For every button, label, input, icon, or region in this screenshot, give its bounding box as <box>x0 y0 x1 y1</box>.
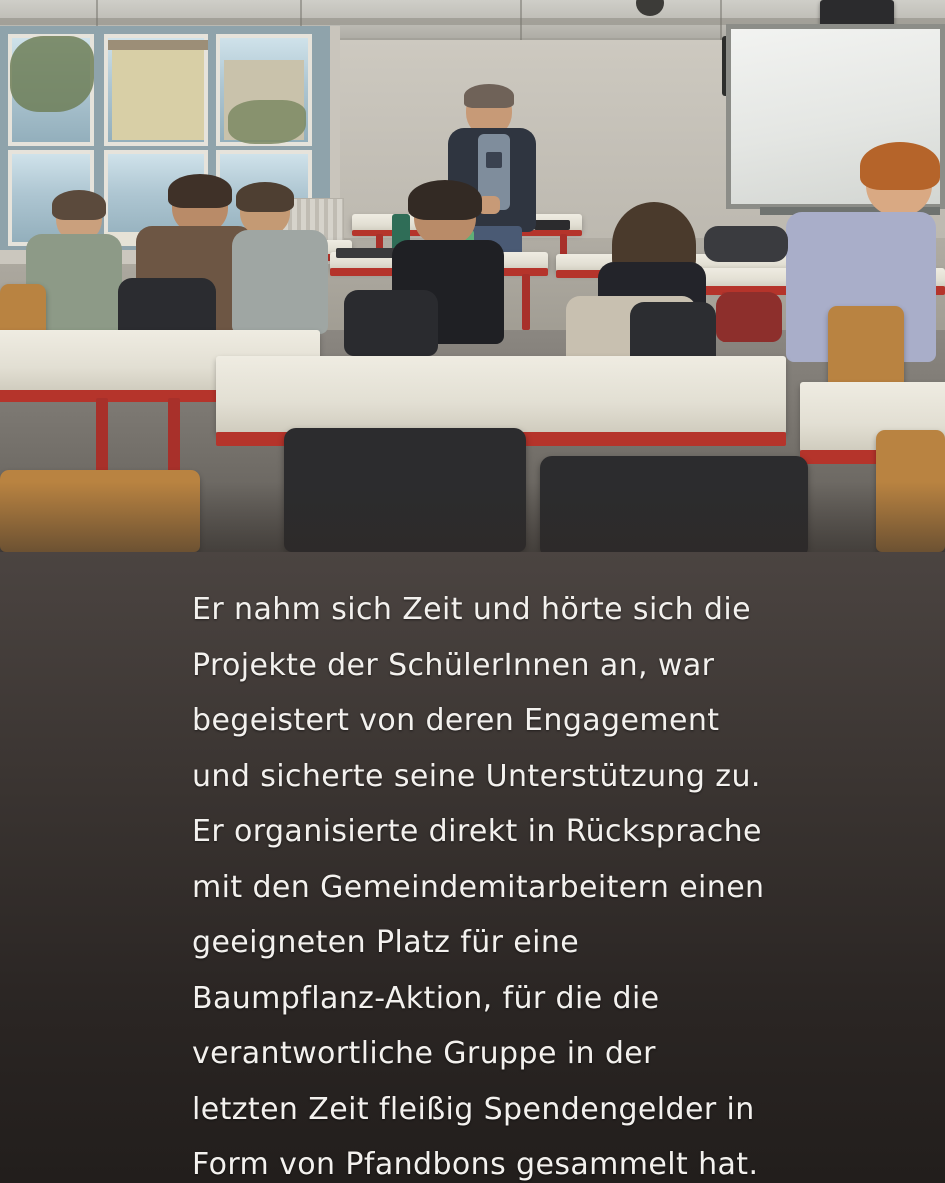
object-on-desk <box>534 220 570 230</box>
jacket-on-chair <box>704 226 788 262</box>
backpack <box>344 290 438 356</box>
chair <box>284 428 526 552</box>
caption-line: geeigneten Platz für eine <box>192 925 580 960</box>
outside-hedge <box>228 100 306 144</box>
outside-building-roof <box>108 40 208 50</box>
outside-building <box>112 44 204 140</box>
caption-line: und sicherte seine Unterstützung zu. <box>192 758 761 794</box>
student-hair <box>52 190 106 220</box>
shirt-logo <box>486 152 502 168</box>
caption-line: Projekte der SchülerInnen an, war <box>192 647 715 683</box>
person-standing-hair <box>464 84 514 108</box>
student-hair <box>408 180 482 220</box>
caption-line: verantwortliche Gruppe in der <box>192 1036 656 1071</box>
caption-line: letzten Zeit fleißig Spendengelder in <box>192 1091 755 1127</box>
notebook <box>336 248 400 258</box>
student-hair <box>236 182 294 212</box>
student-hair <box>168 174 232 208</box>
caption-block <box>0 552 945 1183</box>
chair <box>876 430 945 552</box>
chair <box>540 456 808 552</box>
chair <box>828 306 904 390</box>
caption-line: Er organisierte direkt in Rücksprache <box>192 814 762 849</box>
student-body <box>232 230 328 334</box>
caption-line: Baumpflanz-Aktion, für die die <box>192 980 660 1016</box>
caption-line: begeistert von deren Engagement <box>192 703 720 738</box>
classroom-photo <box>0 0 945 552</box>
backpack <box>716 292 782 342</box>
caption-line: mit den Gemeindemitarbeitern einen <box>192 869 765 905</box>
caption-line: Form von Pfandbons gesammelt hat. <box>192 1147 759 1182</box>
chair <box>0 470 200 552</box>
table-leg <box>522 274 530 330</box>
classroom-table <box>216 356 786 434</box>
caption-line: Er nahm sich Zeit und hörte sich die <box>192 592 751 627</box>
student-hair <box>860 142 940 190</box>
outside-tree <box>10 36 94 112</box>
